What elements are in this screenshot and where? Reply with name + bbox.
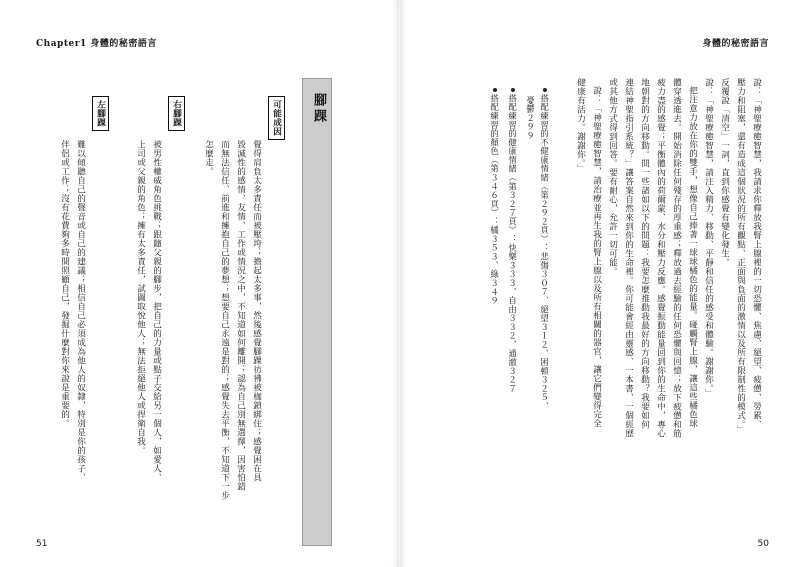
right-ankle-heading: 右腳踝 <box>168 96 185 131</box>
body-line: 說：「神聖療癒智慧，請注入精力、移動、平靜和信任的感受和體驗。謝謝你。」 <box>703 78 714 398</box>
body-line: 或其他方式得到回答。要有耐心，允許一切可能。 <box>607 78 618 276</box>
body-line: 地朝對的方向移動。問一些諸如以下的問題：我要怎麼推動我最好的方向移動？我要如何 <box>639 78 650 429</box>
body-line: 疲力盡的感覺；平衡體內的荷爾蒙、水分和壓力反應。感覺振動能量回到你的生命中，專心 <box>655 78 666 438</box>
body-line: 健康有活力。謝謝你。」 <box>575 78 586 173</box>
section-title-bar <box>302 78 332 546</box>
body-line: 把注意力放在你的雙手，想像自己捧著一球球橘色的能量。碰觸腎上腺，讓這些橘色球 <box>687 86 698 428</box>
bullet-dot-icon <box>543 88 547 92</box>
bullet-item-continued: 憂鬱２９９ <box>525 96 536 140</box>
left-page-header: Chapter1 身體的秘密語言 <box>36 39 157 49</box>
right-ankle-line: 上司或父親的角色；擁有太多責任，試圖取悅他人；無法拒絕他人或捍衛自我。 <box>135 140 146 455</box>
body-line: 壓力和阻塞，還有造成這個狀況的所有觀點、正面與負面的激情以及所有限制性的模式。」 <box>735 78 746 434</box>
right-ankle-line: 被男性權威角色挑戰；跟隨父親的腳步，把自己的力量或點子交給另一個人，如愛人、 <box>151 140 162 482</box>
bullet-dot-icon <box>511 88 515 92</box>
causes-line: 毀滅性的感情、友情、工作或情況之中，不知道如何離開；認為自己別無選擇，因害怕錯 <box>235 140 246 491</box>
causes-heading: 可能成因 <box>268 96 285 140</box>
causes-line: 怎麼走。 <box>203 140 214 176</box>
left-ankle-line: 難以傾聽自己的聲音或自己的建議；相信自己必須成為他人的奴隸，特別是你的孩子、 <box>75 140 86 482</box>
left-ankle-line: 伴侶或工作；沒有花費夠多時間照顧自己，發掘什麼對你來說是重要的。 <box>59 140 70 428</box>
bullet-item: 搭配練習的顏色（第３４６頁）：橘３５３、綠３４９ <box>488 86 501 305</box>
causes-line: 覺得肩負太多責任而被壓垮；擔起太多事，然後感覺腳踝彷彿被枷鎖綁住；感覺困在具 <box>251 140 262 482</box>
body-line: 反覆說「清空」一詞，直到你感覺有變化發生。 <box>719 78 730 267</box>
bullet-item: 搭配練習的健康情緒（第３２７頁）：快樂３３３、自由３３２、通澈３２７ <box>506 86 519 393</box>
body-line: 連結神聖指引系統？」讓答案自然來到你的生命裡。你可能會經由靈感、一本書、一個經歷 <box>623 78 634 438</box>
right-page-number: 50 <box>757 539 769 549</box>
left-page-number: 51 <box>36 539 48 549</box>
left-ankle-heading: 左腳踝 <box>92 96 109 131</box>
section-title: 腳踝 <box>311 93 326 125</box>
bullet-dot-icon <box>493 88 497 92</box>
causes-line: 而無法信任、前進和擁抱自己的夢想；想要自己永遠是對的；感覺失去平衡，不知道下一步 <box>219 140 230 500</box>
body-line: 說：「神聖療癒智慧，請治療並再生我的腎上腺以及所有相關的器官，讓它們變得完全 <box>591 86 602 428</box>
left-page <box>0 0 399 567</box>
right-page <box>400 0 799 567</box>
bullet-item: 搭配練習的不健康情緒（第２９２頁）：悲傷３０７、絕望３１２、困頓３２５、 <box>538 86 551 410</box>
body-line: 體穿透進去。開始消除任何殘存的厚重感；釋放過去經驗的任何恐懼與回憶；放下疲憊和筋 <box>671 78 682 438</box>
right-page-header: 身體的秘密語言 <box>702 39 769 49</box>
body-line: 說：「神聖療癒智慧，我請求你釋放我腎上腺裡的一切恐懼、焦慮、絕望、疲憊、勞累、 <box>751 78 762 429</box>
